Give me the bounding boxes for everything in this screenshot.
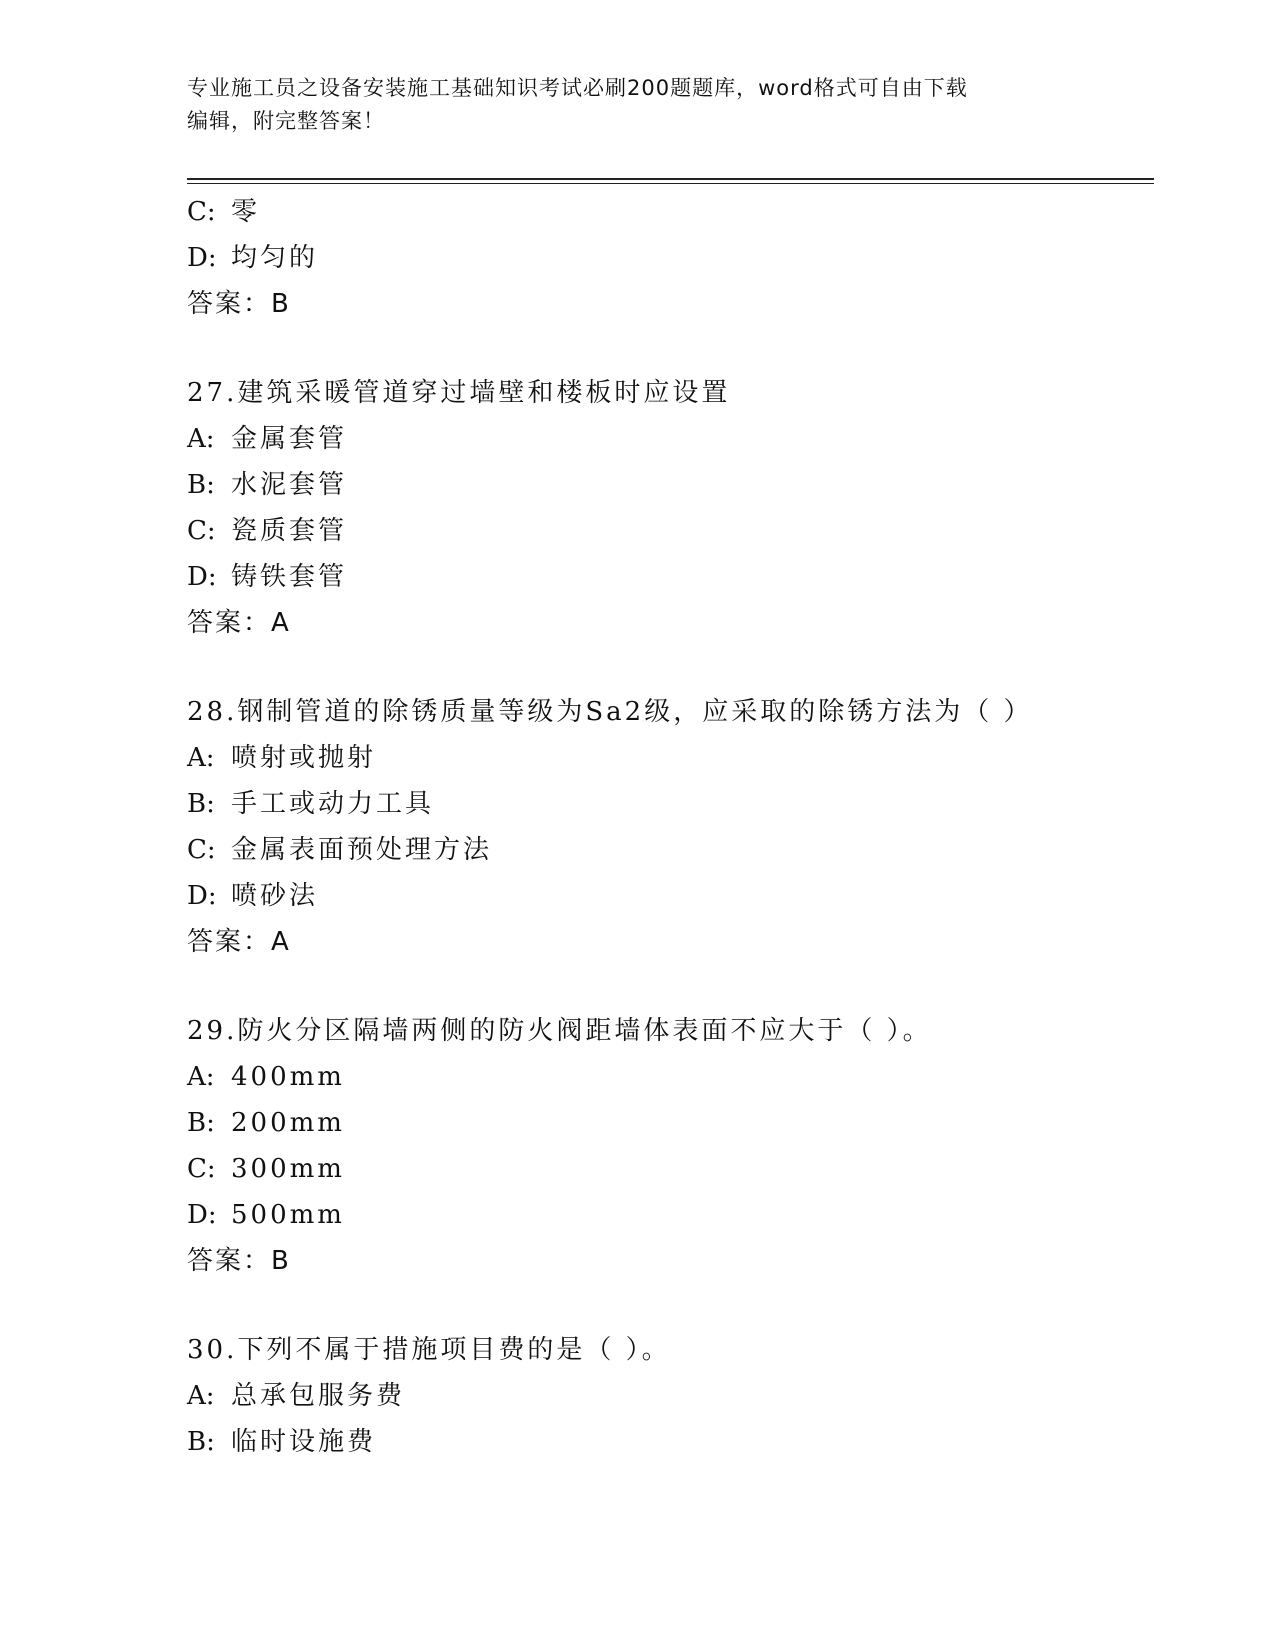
question-28 (187, 689, 1154, 965)
option-text: 零 (231, 197, 261, 227)
option-label: B: (187, 1427, 215, 1457)
option-label: A: (187, 743, 215, 773)
option-label: B: (187, 789, 215, 819)
option-label: D: (187, 562, 217, 592)
option-d (187, 873, 1154, 919)
option-a (187, 416, 1154, 462)
option-d (187, 1192, 1154, 1238)
option-text: 均匀的 (231, 243, 319, 273)
answer-line: 答案：B (187, 1246, 291, 1276)
option-label: D: (187, 1200, 217, 1230)
answer-line: 答案：B (187, 289, 291, 319)
answer-line: 答案：A (187, 927, 291, 957)
header-rule-thick (187, 178, 1154, 180)
option-label: C: (187, 835, 216, 865)
option-text: 手工或动力工具 (231, 789, 435, 819)
option-label: C: (187, 516, 216, 546)
option-b (187, 1100, 1154, 1146)
header-line-2: 编辑，附完整答案！ (187, 109, 385, 133)
option-label: A: (187, 1381, 215, 1411)
document-header (187, 72, 1087, 138)
option-text: 400mm (231, 1062, 345, 1092)
option-text: 200mm (231, 1108, 345, 1138)
option-label: C: (187, 197, 216, 227)
option-label: C: (187, 1154, 216, 1184)
question-text: 30.下列不属于措施项目费的是（ ）。 (187, 1335, 671, 1365)
header-line-1: 专业施工员之设备安装施工基础知识考试必刷200题题库，word格式可自由下载 (187, 76, 968, 100)
option-c (187, 827, 1154, 873)
option-label: A: (187, 1062, 215, 1092)
option-b (187, 1419, 1154, 1465)
option-b (187, 781, 1154, 827)
option-b (187, 462, 1154, 508)
option-a (187, 1054, 1154, 1100)
question-list (187, 189, 1154, 1465)
question-29 (187, 1008, 1154, 1284)
option-text: 总承包服务费 (231, 1381, 406, 1411)
option-label: B: (187, 1108, 215, 1138)
header-rule-thin (187, 183, 1154, 184)
option-a (187, 1373, 1154, 1419)
option-label: D: (187, 881, 217, 911)
question-text: 27.建筑采暖管道穿过墙壁和楼板时应设置 (187, 378, 731, 408)
question-30 (187, 1327, 1154, 1465)
option-text: 300mm (231, 1154, 345, 1184)
question-text: 28.钢制管道的除锈质量等级为Sa2级，应采取的除锈方法为（ ） (187, 697, 1033, 727)
option-c (187, 508, 1154, 554)
option-text: 喷射或抛射 (231, 743, 377, 773)
option-text: 金属套管 (231, 424, 348, 454)
option-text: 水泥套管 (231, 470, 348, 500)
option-label: A: (187, 424, 215, 454)
option-label: B: (187, 470, 215, 500)
option-text: 500mm (231, 1200, 345, 1230)
option-text: 金属表面预处理方法 (231, 835, 493, 865)
answer-line: 答案：A (187, 608, 291, 638)
question-26 (187, 189, 1154, 327)
question-27 (187, 370, 1154, 646)
option-c (187, 189, 1154, 235)
option-c (187, 1146, 1154, 1192)
option-text: 瓷质套管 (231, 516, 348, 546)
option-d (187, 235, 1154, 281)
question-text: 29.防火分区隔墙两侧的防火阀距墙体表面不应大于（ ）。 (187, 1016, 932, 1046)
option-text: 临时设施费 (231, 1427, 377, 1457)
option-a (187, 735, 1154, 781)
option-text: 喷砂法 (231, 881, 319, 911)
option-text: 铸铁套管 (231, 562, 348, 592)
option-label: D: (187, 243, 217, 273)
option-d (187, 554, 1154, 600)
